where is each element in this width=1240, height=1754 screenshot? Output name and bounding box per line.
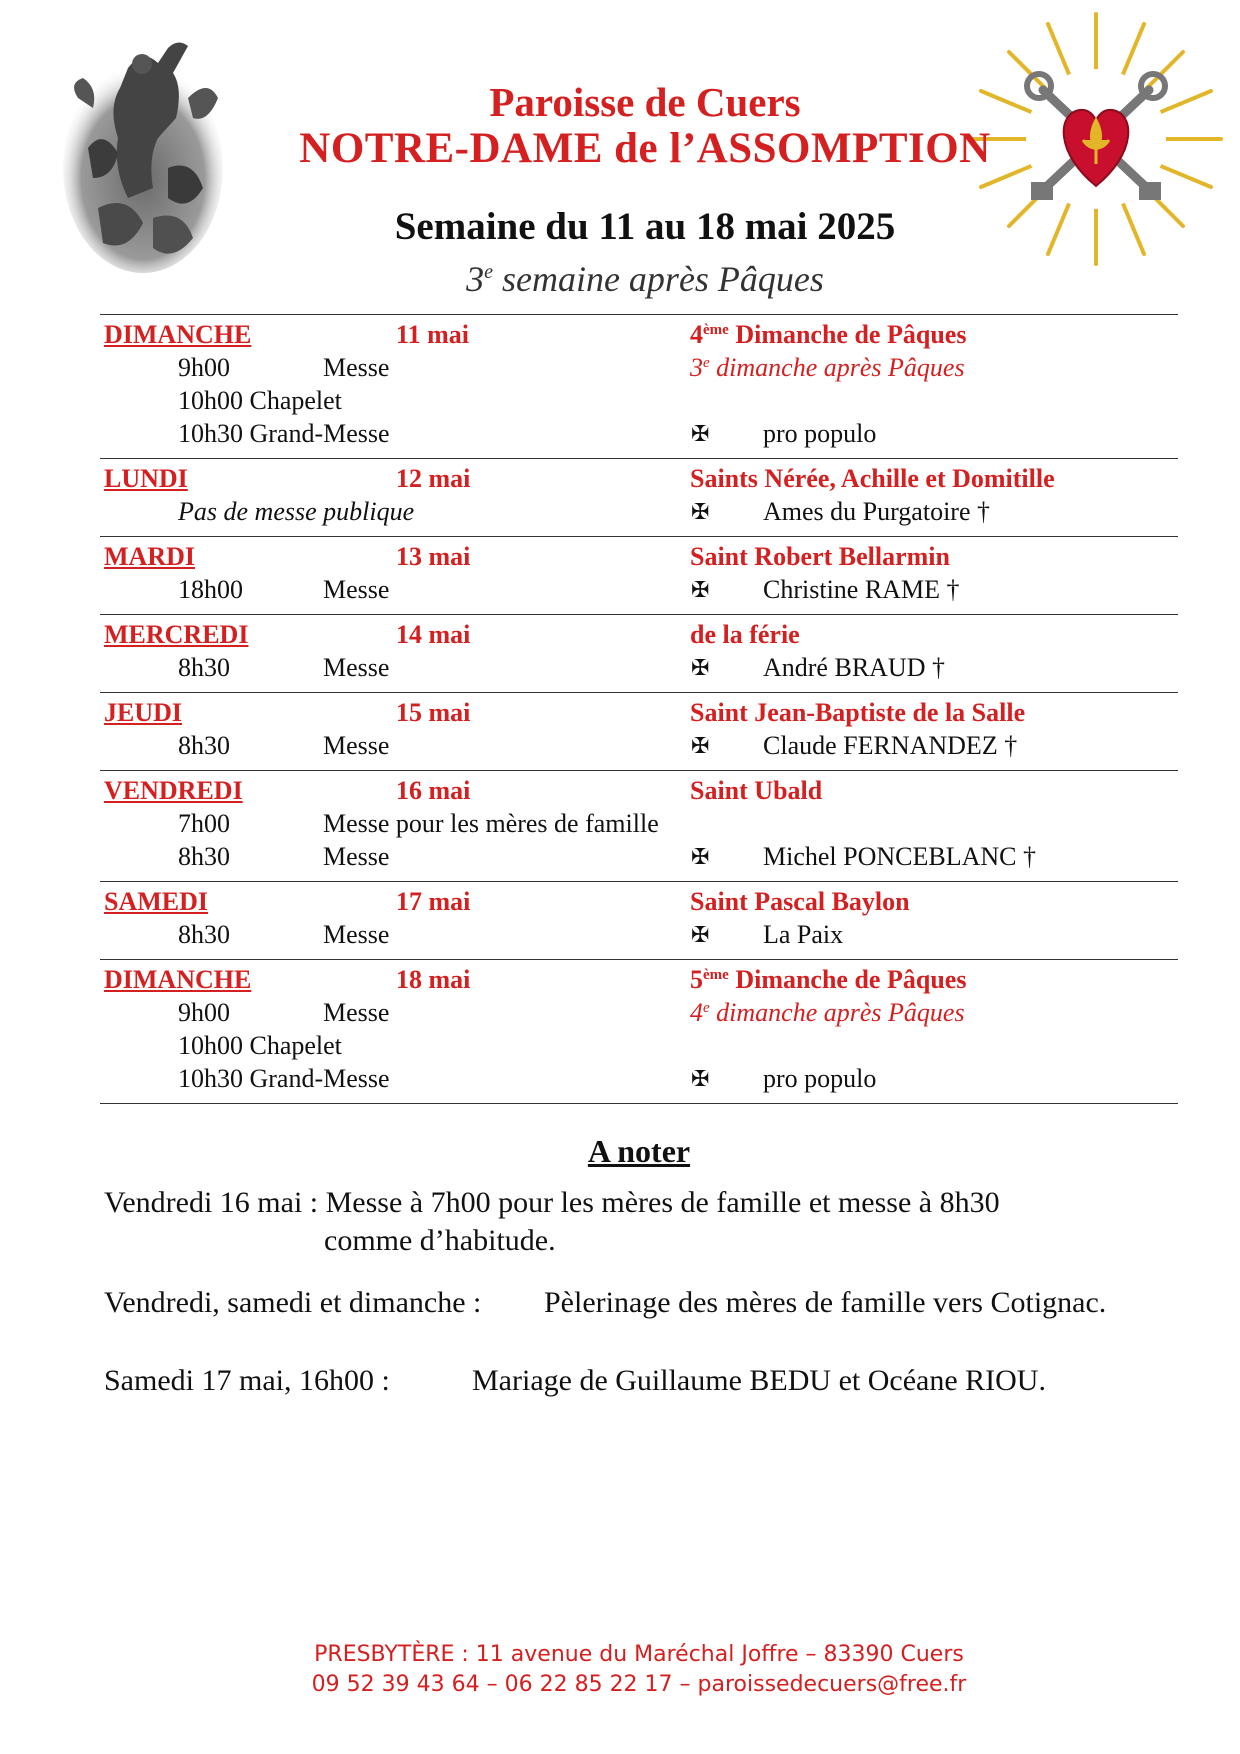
feast-text: Dimanche de Pâques xyxy=(728,320,967,349)
mass-intention: André BRAUD † xyxy=(763,653,945,682)
service-name: Messe xyxy=(323,920,390,949)
cross-icon: ✠ xyxy=(691,922,710,947)
service-name: Messe xyxy=(323,842,390,871)
service-name: Messe xyxy=(323,653,390,682)
notes-title: A noter xyxy=(587,1133,691,1169)
liturgical-note xyxy=(690,996,965,1029)
day-date: 12 mai xyxy=(396,464,471,493)
mass-intention: Christine RAME † xyxy=(763,575,960,604)
week-subtitle xyxy=(0,258,1240,300)
feast-name: Saint Ubald xyxy=(690,776,823,805)
day-block-dimanche-18 xyxy=(100,963,1178,1104)
feast-text: Dimanche de Pâques xyxy=(728,965,967,994)
week-ordinal-suffix: e xyxy=(484,261,493,283)
day-name: SAMEDI xyxy=(104,887,209,916)
day-name: MERCREDI xyxy=(104,620,249,649)
church-name: NOTRE-DAME de l’ASSOMPTION xyxy=(299,125,991,172)
week-subtitle-text: semaine après Pâques xyxy=(492,259,824,299)
service-line: 10h00 Chapelet xyxy=(178,386,342,415)
day-date: 14 mai xyxy=(396,620,471,649)
day-date: 17 mai xyxy=(396,887,471,916)
day-date: 13 mai xyxy=(396,542,471,571)
day-name: DIMANCHE xyxy=(104,965,252,994)
day-name: VENDREDI xyxy=(104,776,243,805)
feast-name: de la férie xyxy=(690,620,800,649)
cross-icon: ✠ xyxy=(691,577,710,602)
service-name: Messe xyxy=(323,731,390,760)
service-name: Messe pour les mères de famille xyxy=(323,809,659,838)
service-line: 10h30 Grand-Messe xyxy=(178,419,390,448)
day-date: 11 mai xyxy=(396,320,469,349)
note-1-text: Messe à 7h00 pour les mères de famille et messe à 8h30 xyxy=(325,1186,1000,1219)
day-block-mardi xyxy=(100,540,1178,615)
day-block-jeudi xyxy=(100,696,1178,771)
footer-contact: 09 52 39 43 64 – 06 22 85 22 17 – paroissedecuers@free.fr xyxy=(311,1672,967,1697)
day-block-dimanche-11 xyxy=(100,318,1178,459)
day-date: 18 mai xyxy=(396,965,471,994)
weekly-schedule xyxy=(100,314,1178,1104)
note-ordinal-suffix: e xyxy=(703,1000,710,1016)
feast-name: Saint Robert Bellarmin xyxy=(690,542,950,571)
note-3-label: Samedi 17 mai, 16h00 : xyxy=(104,1364,390,1397)
service-line: 10h30 Grand-Messe xyxy=(178,1064,390,1093)
note-number: 4 xyxy=(690,998,703,1027)
note-1 xyxy=(104,1186,1000,1220)
mass-intention: pro populo xyxy=(763,419,877,448)
liturgical-note xyxy=(690,351,965,384)
day-date: 16 mai xyxy=(396,776,471,805)
service-time: 8h30 xyxy=(178,653,230,682)
service-time: 9h00 xyxy=(178,353,230,382)
mass-intention: Claude FERNANDEZ † xyxy=(763,731,1018,760)
feast-number: 4 xyxy=(690,320,703,349)
feast-name: Saint Jean-Baptiste de la Salle xyxy=(690,698,1026,727)
service-line: 10h00 Chapelet xyxy=(178,1031,342,1060)
note-text: dimanche après Pâques xyxy=(709,353,965,382)
day-name: DIMANCHE xyxy=(104,320,252,349)
week-range-title: Semaine du 11 au 18 mai 2025 xyxy=(394,205,896,248)
feast-name xyxy=(690,318,966,351)
mass-intention: Michel PONCEBLANC † xyxy=(763,842,1036,871)
mass-intention: Ames du Purgatoire † xyxy=(763,497,990,526)
note-2-text: Pèlerinage des mères de famille vers Cotignac. xyxy=(544,1286,1107,1319)
note-number: 3 xyxy=(690,353,703,382)
day-name: LUNDI xyxy=(104,464,188,493)
feast-ordinal-suffix: ème xyxy=(703,322,729,338)
note-1-label: Vendredi 16 mai : xyxy=(104,1186,326,1219)
service-time: 9h00 xyxy=(178,998,230,1027)
note-2-label: Vendredi, samedi et dimanche : xyxy=(104,1286,482,1319)
no-mass-note: Pas de messe publique xyxy=(178,497,415,526)
service-time: 8h30 xyxy=(178,920,230,949)
service-time: 8h30 xyxy=(178,842,230,871)
cross-icon: ✠ xyxy=(691,499,710,524)
mass-intention: La Paix xyxy=(763,920,844,949)
day-name: JEUDI xyxy=(104,698,183,727)
cross-icon: ✠ xyxy=(691,844,710,869)
day-block-vendredi xyxy=(100,774,1178,882)
day-name: MARDI xyxy=(104,542,195,571)
note-3-text: Mariage de Guillaume BEDU et Océane RIOU. xyxy=(472,1364,1046,1397)
note-text: dimanche après Pâques xyxy=(709,998,965,1027)
cross-icon: ✠ xyxy=(691,655,710,680)
day-block-mercredi xyxy=(100,618,1178,693)
note-ordinal-suffix: e xyxy=(703,355,710,371)
parish-name: Paroisse de Cuers xyxy=(489,79,801,125)
service-name: Messe xyxy=(323,353,390,382)
cross-icon: ✠ xyxy=(691,733,710,758)
mass-intention: pro populo xyxy=(763,1064,877,1093)
service-name: Messe xyxy=(323,998,390,1027)
footer-address: PRESBYTÈRE : 11 avenue du Maréchal Joffre – 83390 Cuers xyxy=(314,1642,964,1667)
day-block-lundi xyxy=(100,462,1178,537)
week-ordinal: 3 xyxy=(466,259,485,299)
cross-icon: ✠ xyxy=(691,1066,710,1091)
note-1-continuation: comme d’habitude. xyxy=(324,1224,556,1257)
service-time: 8h30 xyxy=(178,731,230,760)
day-block-samedi xyxy=(100,885,1178,960)
feast-name xyxy=(690,963,966,996)
cross-icon: ✠ xyxy=(691,421,710,446)
day-date: 15 mai xyxy=(396,698,471,727)
service-time: 18h00 xyxy=(178,575,243,604)
feast-number: 5 xyxy=(690,965,703,994)
service-time: 7h00 xyxy=(178,809,230,838)
feast-name: Saint Pascal Baylon xyxy=(690,887,910,916)
feast-ordinal-suffix: ème xyxy=(703,967,729,983)
service-name: Messe xyxy=(323,575,390,604)
feast-name: Saints Nérée, Achille et Domitille xyxy=(690,464,1055,493)
